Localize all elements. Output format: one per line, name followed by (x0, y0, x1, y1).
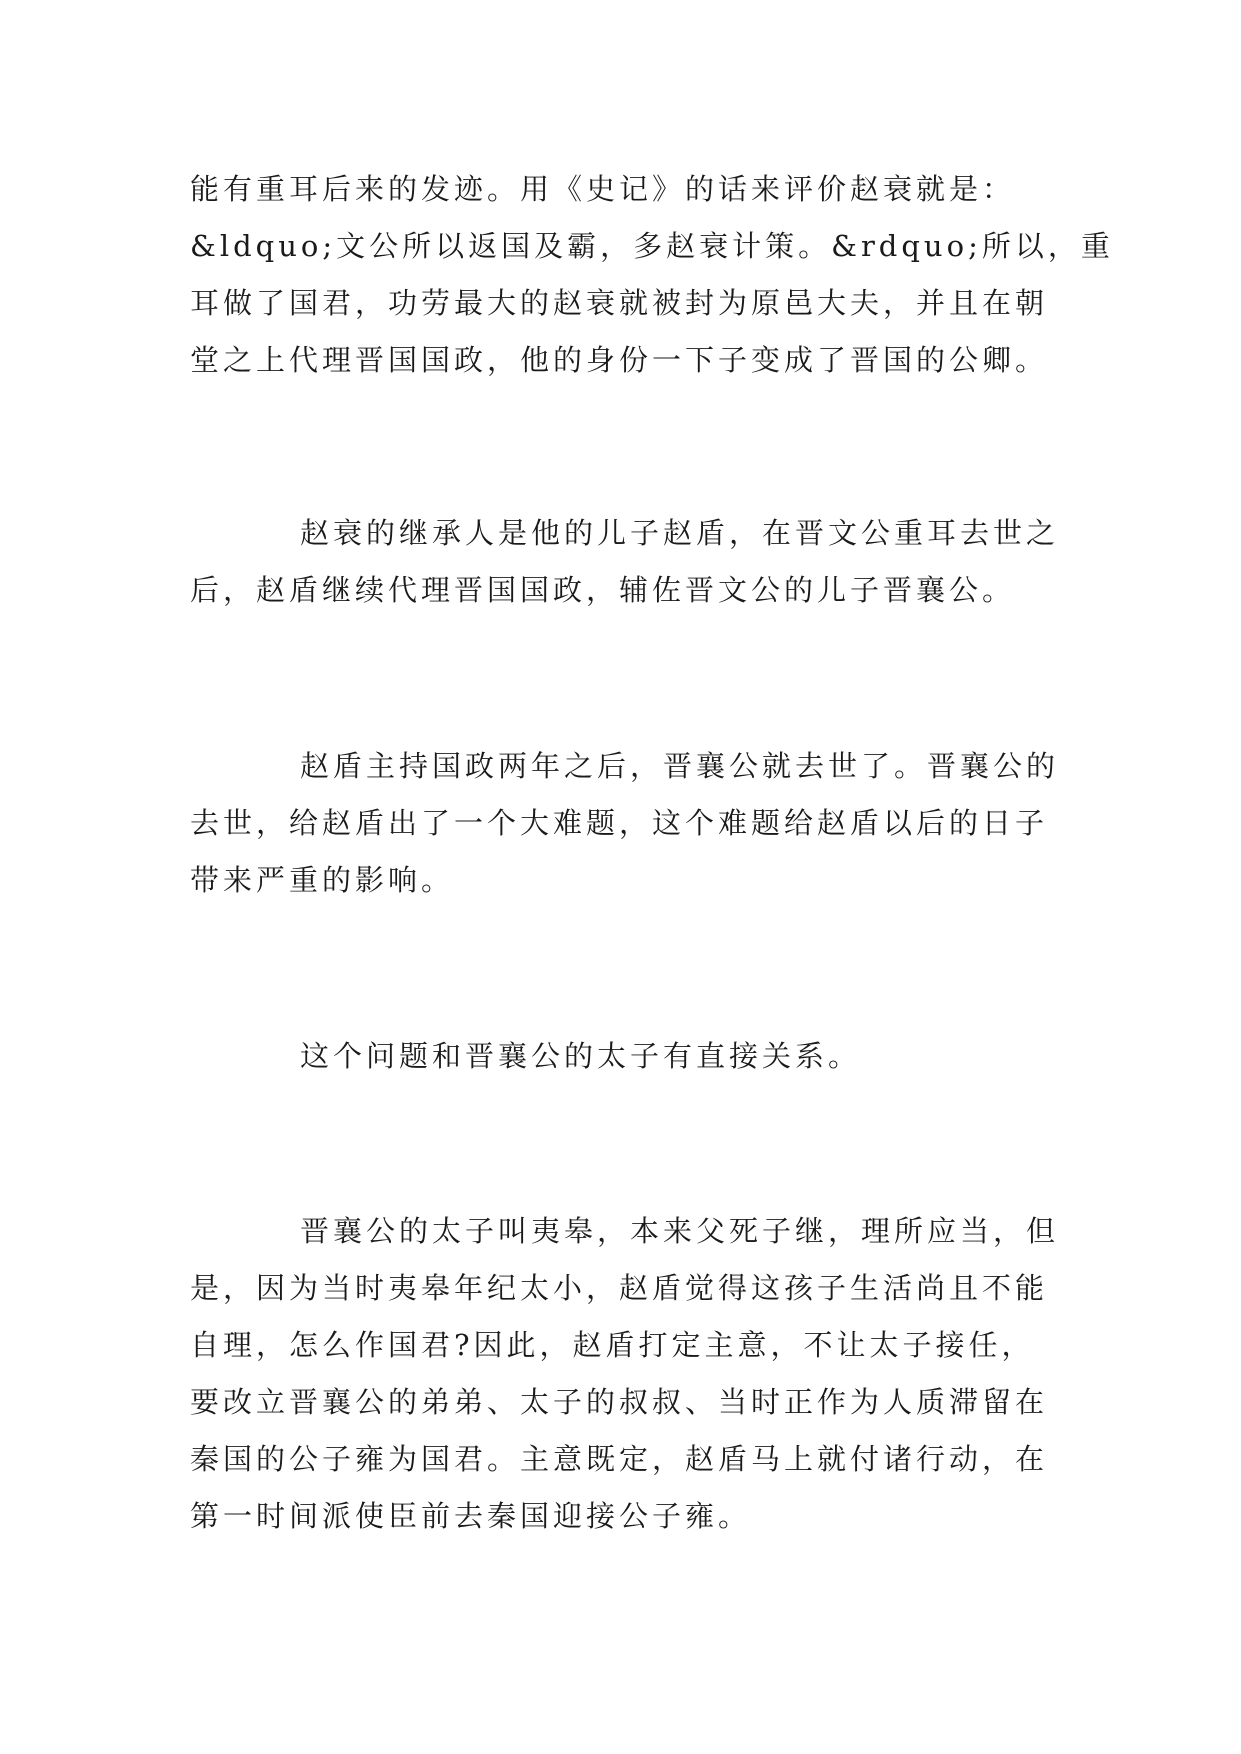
paragraph-4 (190, 1028, 1070, 1085)
paragraph-line: 自理，怎么作国君?因此，赵盾打定主意，不让太子接任， (190, 1328, 1035, 1362)
paragraph-line: 堂之上代理晋国国政，他的身份一下子变成了晋国的公卿。 (190, 343, 1049, 377)
paragraph-3 (190, 738, 1070, 909)
paragraph-line: 秦国的公子雍为国君。主意既定，赵盾马上就付诸行动，在 (190, 1442, 1049, 1476)
paragraph-line: 晋襄公的太子叫夷皋，本来父死子继，理所应当，但 (300, 1214, 1060, 1248)
paragraph-line: 是，因为当时夷皋年纪太小，赵盾觉得这孩子生活尚且不能 (190, 1271, 1049, 1305)
paragraph-1 (190, 161, 1114, 389)
paragraph-line: 要改立晋襄公的弟弟、太子的叔叔、当时正作为人质滞留在 (190, 1385, 1049, 1419)
paragraph-line: 赵盾主持国政两年之后，晋襄公就去世了。晋襄公的 (300, 749, 1060, 783)
paragraph-line: 去世，给赵盾出了一个大难题，这个难题给赵盾以后的日子 (190, 806, 1049, 840)
paragraph-line: 带来严重的影响。 (190, 863, 455, 897)
paragraph-5 (190, 1203, 1070, 1545)
paragraph-line: 第一时间派使臣前去秦国迎接公子雍。 (190, 1499, 752, 1533)
paragraph-2 (190, 505, 1070, 619)
paragraph-line: 后，赵盾继续代理晋国国政，辅佐晋文公的儿子晋襄公。 (190, 573, 1016, 607)
paragraph-line: 耳做了国君，功劳最大的赵衰就被封为原邑大夫，并且在朝 (190, 286, 1049, 320)
paragraph-line: 赵衰的继承人是他的儿子赵盾，在晋文公重耳去世之 (300, 516, 1060, 550)
paragraph-line: &ldquo;文公所以返国及霸，多赵衰计策。&rdquo;所以，重 (190, 229, 1114, 263)
paragraph-line: 这个问题和晋襄公的太子有直接关系。 (300, 1039, 862, 1073)
paragraph-line: 能有重耳后来的发迹。用《史记》的话来评价赵衰就是： (190, 172, 1016, 206)
